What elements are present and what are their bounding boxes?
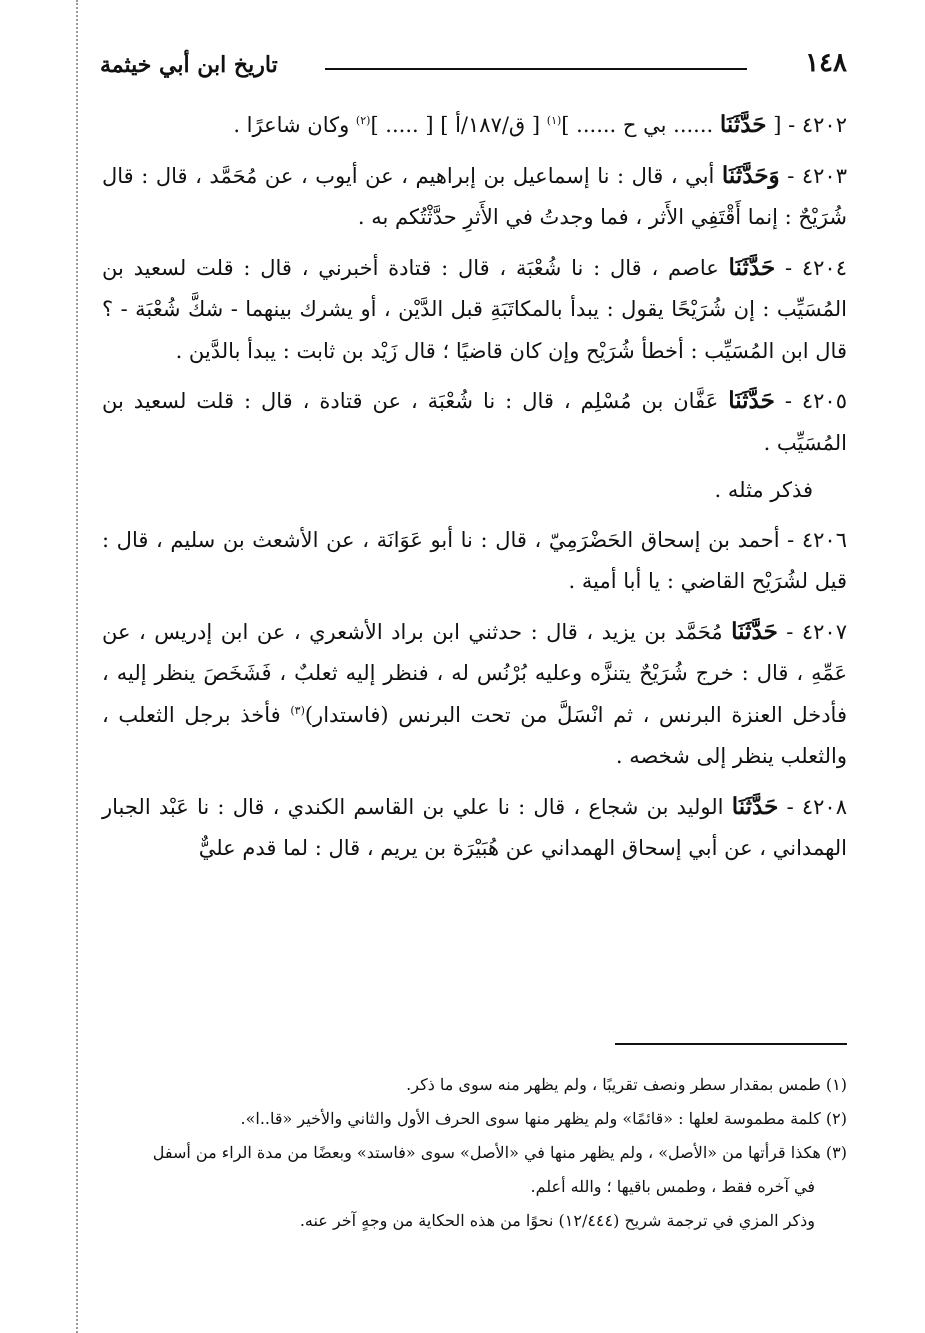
lead-word: حَدَّثَنَا <box>728 387 775 414</box>
hadith-text: الوليد بن شجاع ، قال : نا علي بن القاسم الكندي ، قال : نا عَبْد الجبار الهمداني ، عن أبي إسحاق الهمداني عن هُبَيْرَة بن يريم ، قال : لما قدم عليٌّ <box>102 794 847 860</box>
footnote-ref-1[interactable]: (١) <box>546 114 562 127</box>
note-line <box>102 470 847 512</box>
page-header <box>100 48 847 88</box>
hadith-number: ٤٢٠٤ - <box>784 255 847 280</box>
lead-word: حَدَّثَنَا <box>728 253 776 281</box>
hadith-text: عاصم ، قال : نا شُعْبَة ، قال : قتادة أخبرني ، قال : قلت لسعيد بن المُسَيِّب : إن شُرَيْحًا يقول : يبدأ بالمكاتَبَةِ قبل الدَّيْن ، أو يشرك بينهما - شكَّ شُعْبَة - ؟ قال ابن المُسَيِّب : أخطأ شُرَيْح وإن كان قاضيًا ؛ قال زَيْد بن ثابت : يبدأ بالدَّين . <box>102 255 847 363</box>
hadith-4204 <box>102 247 847 373</box>
footnote-2: (٢) كلمة مطموسة لعلها : «قائمًا» ولم يظهر منها سوى الحرف الأول والثاني والأخير «قا..ا». <box>240 1109 847 1128</box>
bracket-open: [ <box>773 113 782 137</box>
footnote-ref-3[interactable]: (٣) <box>290 703 305 717</box>
lead-word: وَحَدَّثَنَا <box>721 161 780 189</box>
lead-word: حَدَّثَنَا <box>731 792 779 820</box>
hadith-number: ٤٢٠٥ - <box>784 389 847 413</box>
running-title: تاريخ ابن أبي خيثمة <box>100 52 278 78</box>
hadith-text: فأخذ برجل الثعلب ، والثعلب ينظر إلى شخصه . <box>102 702 847 768</box>
footnote-3: (٣) هكذا قرأتها من «الأصل» ، ولم يظهر منها في «الأصل» سوى «فاستد» وبعضًا من مدة الراء من أسفل <box>152 1143 847 1162</box>
hadith-4208 <box>102 786 847 870</box>
footnote-3-continued: في آخره فقط ، وطمس باقيها ؛ والله أعلم. <box>530 1177 815 1196</box>
hadith-4207 <box>102 611 847 778</box>
hadith-text: ...... بي ح ...... ] <box>561 113 720 137</box>
hadith-text: مُحَمَّد بن يزيد ، قال : حدثني ابن براد الأشعري ، عن ابن إدريس ، عن عَمِّهِ ، قال : خرج شُرَيْحٌ يتنزَّه وعليه بُرْنُس له ، فنظر إليه ثعلبٌ ، فَشَخَصَ ينظر إليه ، فأدخل العنزة البرنس ، ثم انْسَلَّ من تحت البرنس (فاستدار) <box>102 619 847 727</box>
hadith-text: [ ق/١٨٧/أ ] [ ..... ] <box>370 113 547 137</box>
hadith-4202 <box>102 104 847 147</box>
hadith-text: أبي ، قال : نا إسماعيل بن إبراهيم ، عن أيوب ، عن مُحَمَّد ، قال : قال شُرَيْحٌ : إنما أَقْتَفِي الأَثر ، فما وجدتُ في الأَثرِ حدَّثْتُكم به . <box>102 163 847 229</box>
hadith-text: فذكر مثله . <box>714 478 813 502</box>
hadith-4203 <box>102 155 847 239</box>
footnote-3-note: وذكر المزي في ترجمة شريح (١٢/٤٤٤) نحوًا من هذه الحكاية من وجهٍ آخر عنه. <box>299 1211 815 1230</box>
hadith-number: ٤٢٠٨ - <box>786 794 847 819</box>
hadith-4206 <box>102 520 847 603</box>
hadith-number: ٤٢٠٢ - <box>788 113 847 137</box>
footnote-separator <box>615 1043 847 1045</box>
main-text <box>102 104 847 878</box>
hadith-4205 <box>102 380 847 464</box>
hadith-number: ٤٢٠٧ - <box>786 619 847 644</box>
lead-word: حَدَّثَنَا <box>719 111 767 138</box>
binding-gutter-line <box>76 0 78 1333</box>
footnote-1: (١) طمس بمقدار سطر ونصف تقريبًا ، ولم يظهر منه سوى ما ذكر. <box>406 1075 847 1094</box>
footnote-ref-2[interactable]: (٢) <box>355 114 371 127</box>
header-rule <box>325 68 747 70</box>
hadith-text: عَفَّان بن مُسْلِم ، قال : نا شُعْبَة ، عن قتادة ، قال : قلت لسعيد بن المُسَيِّب . <box>102 389 847 455</box>
lead-word: حَدَّثَنَا <box>731 617 778 645</box>
hadith-text: أحمد بن إسحاق الحَضْرَمِيّ ، قال : نا أبو عَوَانَة ، عن الأشعث بن سليم ، قال : قيل لشُرَيْح القاضي : يا أبا أمية . <box>102 527 847 593</box>
page-number: ١٤٨ <box>805 48 847 78</box>
hadith-number: ٤٢٠٦ - <box>787 527 847 552</box>
footnotes <box>102 1068 847 1238</box>
hadith-text: وكان شاعرًا . <box>233 113 356 137</box>
hadith-number: ٤٢٠٣ - <box>787 163 847 188</box>
